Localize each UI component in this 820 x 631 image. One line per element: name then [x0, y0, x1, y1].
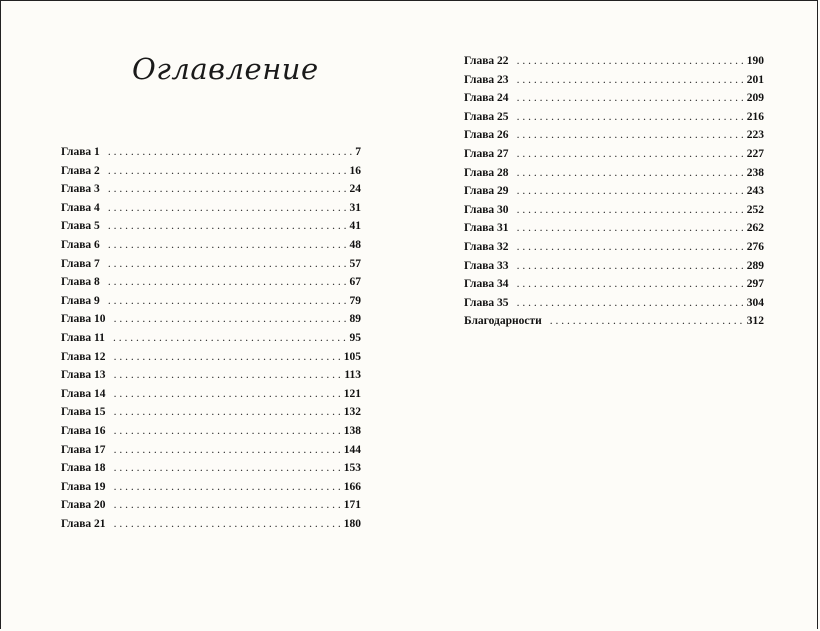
toc-entry-label: Глава 19 — [61, 480, 106, 493]
toc-entry[interactable] — [61, 273, 361, 292]
toc-entry[interactable] — [61, 217, 361, 236]
toc-entry[interactable] — [61, 292, 361, 311]
toc-entry-label: Глава 7 — [61, 257, 100, 270]
toc-entry-label: Глава 8 — [61, 276, 100, 289]
toc-entry-label: Глава 24 — [464, 92, 509, 105]
toc-entry[interactable] — [61, 143, 361, 162]
toc-entry-page: 227 — [746, 147, 764, 160]
toc-entry-page: 105 — [343, 350, 361, 363]
toc-entry[interactable] — [61, 422, 361, 441]
toc-entry-page: 209 — [746, 92, 764, 105]
dot-leader — [114, 310, 347, 329]
toc-entry-page: 41 — [349, 220, 361, 233]
toc-entry[interactable] — [61, 515, 361, 534]
dot-leader — [108, 143, 352, 162]
toc-entry[interactable] — [61, 329, 361, 348]
dot-leader — [108, 273, 347, 292]
dot-leader — [517, 71, 744, 90]
dot-leader — [114, 403, 341, 422]
toc-entry-label: Глава 10 — [61, 313, 106, 326]
page-title: Оглавление — [132, 52, 319, 86]
toc-entry-page: 190 — [746, 55, 764, 67]
dot-leader — [517, 238, 744, 257]
toc-entry[interactable] — [464, 219, 764, 238]
toc-entry-label: Глава 26 — [464, 129, 509, 142]
toc-entry-page: 297 — [746, 278, 764, 291]
toc-entry-page: 79 — [349, 294, 361, 307]
toc-entry-label: Глава 9 — [61, 294, 100, 307]
toc-entry-label: Глава 21 — [61, 517, 106, 530]
toc-entry-page: 153 — [343, 462, 361, 475]
toc-entry[interactable] — [464, 312, 764, 331]
toc-entry-page: 223 — [746, 129, 764, 142]
toc-entry[interactable] — [464, 89, 764, 108]
toc-entry-label: Глава 5 — [61, 220, 100, 233]
toc-entry-label: Глава 16 — [61, 424, 106, 437]
toc-entry[interactable] — [61, 385, 361, 404]
toc-entry[interactable] — [464, 52, 764, 71]
toc-entry-label: Глава 23 — [464, 73, 509, 86]
dot-leader — [114, 459, 341, 478]
toc-entry-label: Глава 13 — [61, 369, 106, 382]
dot-leader — [517, 201, 744, 220]
dot-leader — [108, 292, 347, 311]
toc-entry-page: 89 — [349, 313, 361, 326]
toc-entry[interactable] — [61, 199, 361, 218]
dot-leader — [517, 126, 744, 145]
toc-entry[interactable] — [464, 257, 764, 276]
toc-entry[interactable] — [464, 294, 764, 313]
toc-entry-label: Глава 1 — [61, 146, 100, 158]
toc-entry-label: Глава 11 — [61, 331, 105, 344]
dot-leader — [517, 145, 744, 164]
toc-entry-label: Глава 31 — [464, 222, 509, 235]
toc-entry-page: 252 — [746, 203, 764, 216]
dot-leader — [550, 312, 744, 331]
toc-entry-page: 216 — [746, 110, 764, 123]
toc-entry-page: 312 — [746, 315, 764, 328]
toc-entry-label: Глава 25 — [464, 110, 509, 123]
toc-entry-page: 57 — [349, 257, 361, 270]
toc-entry-page: 180 — [343, 517, 361, 530]
toc-entry[interactable] — [464, 71, 764, 90]
toc-entry[interactable] — [464, 108, 764, 127]
toc-entry[interactable] — [61, 180, 361, 199]
toc-entry-page: 238 — [746, 166, 764, 179]
dot-leader — [517, 182, 744, 201]
toc-entry-label: Глава 34 — [464, 278, 509, 291]
toc-entry-page: 24 — [349, 183, 361, 196]
dot-leader — [114, 496, 341, 515]
toc-entry-page: 304 — [746, 296, 764, 309]
toc-entry-page: 262 — [746, 222, 764, 235]
dot-leader — [517, 275, 744, 294]
toc-entry-label: Глава 4 — [61, 201, 100, 214]
toc-entry-page: 144 — [343, 443, 361, 456]
toc-entry[interactable] — [464, 164, 764, 183]
toc-entry[interactable] — [61, 366, 361, 385]
toc-entry-page: 201 — [746, 73, 764, 86]
toc-entry[interactable] — [464, 275, 764, 294]
toc-entry-page: 7 — [355, 146, 361, 158]
dot-leader — [108, 217, 347, 236]
toc-entry[interactable] — [464, 126, 764, 145]
dot-leader — [517, 164, 744, 183]
dot-leader — [108, 255, 347, 274]
toc-entry-label: Благодарности — [464, 315, 542, 328]
toc-entry-page: 67 — [349, 276, 361, 289]
dot-leader — [517, 257, 744, 276]
toc-entry-label: Глава 33 — [464, 259, 509, 272]
dot-leader — [517, 219, 744, 238]
dot-leader — [108, 180, 347, 199]
toc-entry-page: 138 — [343, 424, 361, 437]
dot-leader — [517, 294, 744, 313]
toc-entry[interactable] — [464, 145, 764, 164]
toc-entry[interactable] — [61, 348, 361, 367]
toc-entry-page: 121 — [343, 387, 361, 400]
toc-entry-page: 171 — [343, 499, 361, 512]
toc-entry[interactable] — [61, 441, 361, 460]
toc-entry-label: Глава 14 — [61, 387, 106, 400]
dot-leader — [108, 199, 347, 218]
toc-entry-label: Глава 22 — [464, 55, 509, 67]
toc-entry-label: Глава 15 — [61, 406, 106, 419]
toc-entry-label: Глава 3 — [61, 183, 100, 196]
toc-entry-page: 31 — [349, 201, 361, 214]
toc-entry[interactable] — [61, 310, 361, 329]
toc-entry[interactable] — [61, 255, 361, 274]
toc-entry-label: Глава 30 — [464, 203, 509, 216]
toc-entry[interactable] — [61, 478, 361, 497]
toc-entry-label: Глава 32 — [464, 240, 509, 253]
dot-leader — [517, 108, 744, 127]
toc-entry[interactable] — [61, 236, 361, 255]
toc-entry-page: 289 — [746, 259, 764, 272]
toc-entry[interactable] — [464, 238, 764, 257]
toc-entry-label: Глава 2 — [61, 164, 100, 177]
toc-column-right — [464, 52, 764, 331]
toc-entry[interactable] — [464, 201, 764, 220]
dot-leader — [114, 441, 341, 460]
toc-entry-page: 16 — [349, 164, 361, 177]
toc-entry-label: Глава 29 — [464, 185, 509, 198]
dot-leader — [517, 52, 744, 71]
toc-entry-label: Глава 35 — [464, 296, 509, 309]
toc-entry[interactable] — [61, 459, 361, 478]
dot-leader — [517, 89, 744, 108]
dot-leader — [108, 236, 347, 255]
toc-entry-page: 132 — [343, 406, 361, 419]
toc-entry[interactable] — [61, 496, 361, 515]
toc-entry-page: 48 — [349, 238, 361, 251]
toc-entry-label: Глава 20 — [61, 499, 106, 512]
toc-entry[interactable] — [61, 403, 361, 422]
dot-leader — [114, 422, 341, 441]
dot-leader — [108, 162, 347, 181]
toc-entry[interactable] — [464, 182, 764, 201]
toc-entry-page: 166 — [343, 480, 361, 493]
toc-entry-label: Глава 17 — [61, 443, 106, 456]
toc-entry-label: Глава 6 — [61, 238, 100, 251]
toc-entry-page: 95 — [349, 331, 361, 344]
toc-entry-page: 276 — [746, 240, 764, 253]
toc-entry-label: Глава 12 — [61, 350, 106, 363]
dot-leader — [114, 385, 341, 404]
toc-entry-label: Глава 27 — [464, 147, 509, 160]
toc-entry-label: Глава 18 — [61, 462, 106, 475]
dot-leader — [114, 366, 342, 385]
toc-entry-page: 243 — [746, 185, 764, 198]
toc-entry-page: 113 — [344, 369, 361, 382]
dot-leader — [113, 329, 347, 348]
toc-entry-label: Глава 28 — [464, 166, 509, 179]
dot-leader — [114, 515, 341, 534]
dot-leader — [114, 348, 341, 367]
toc-entry[interactable] — [61, 162, 361, 181]
dot-leader — [114, 478, 341, 497]
toc-column-left — [61, 143, 361, 533]
